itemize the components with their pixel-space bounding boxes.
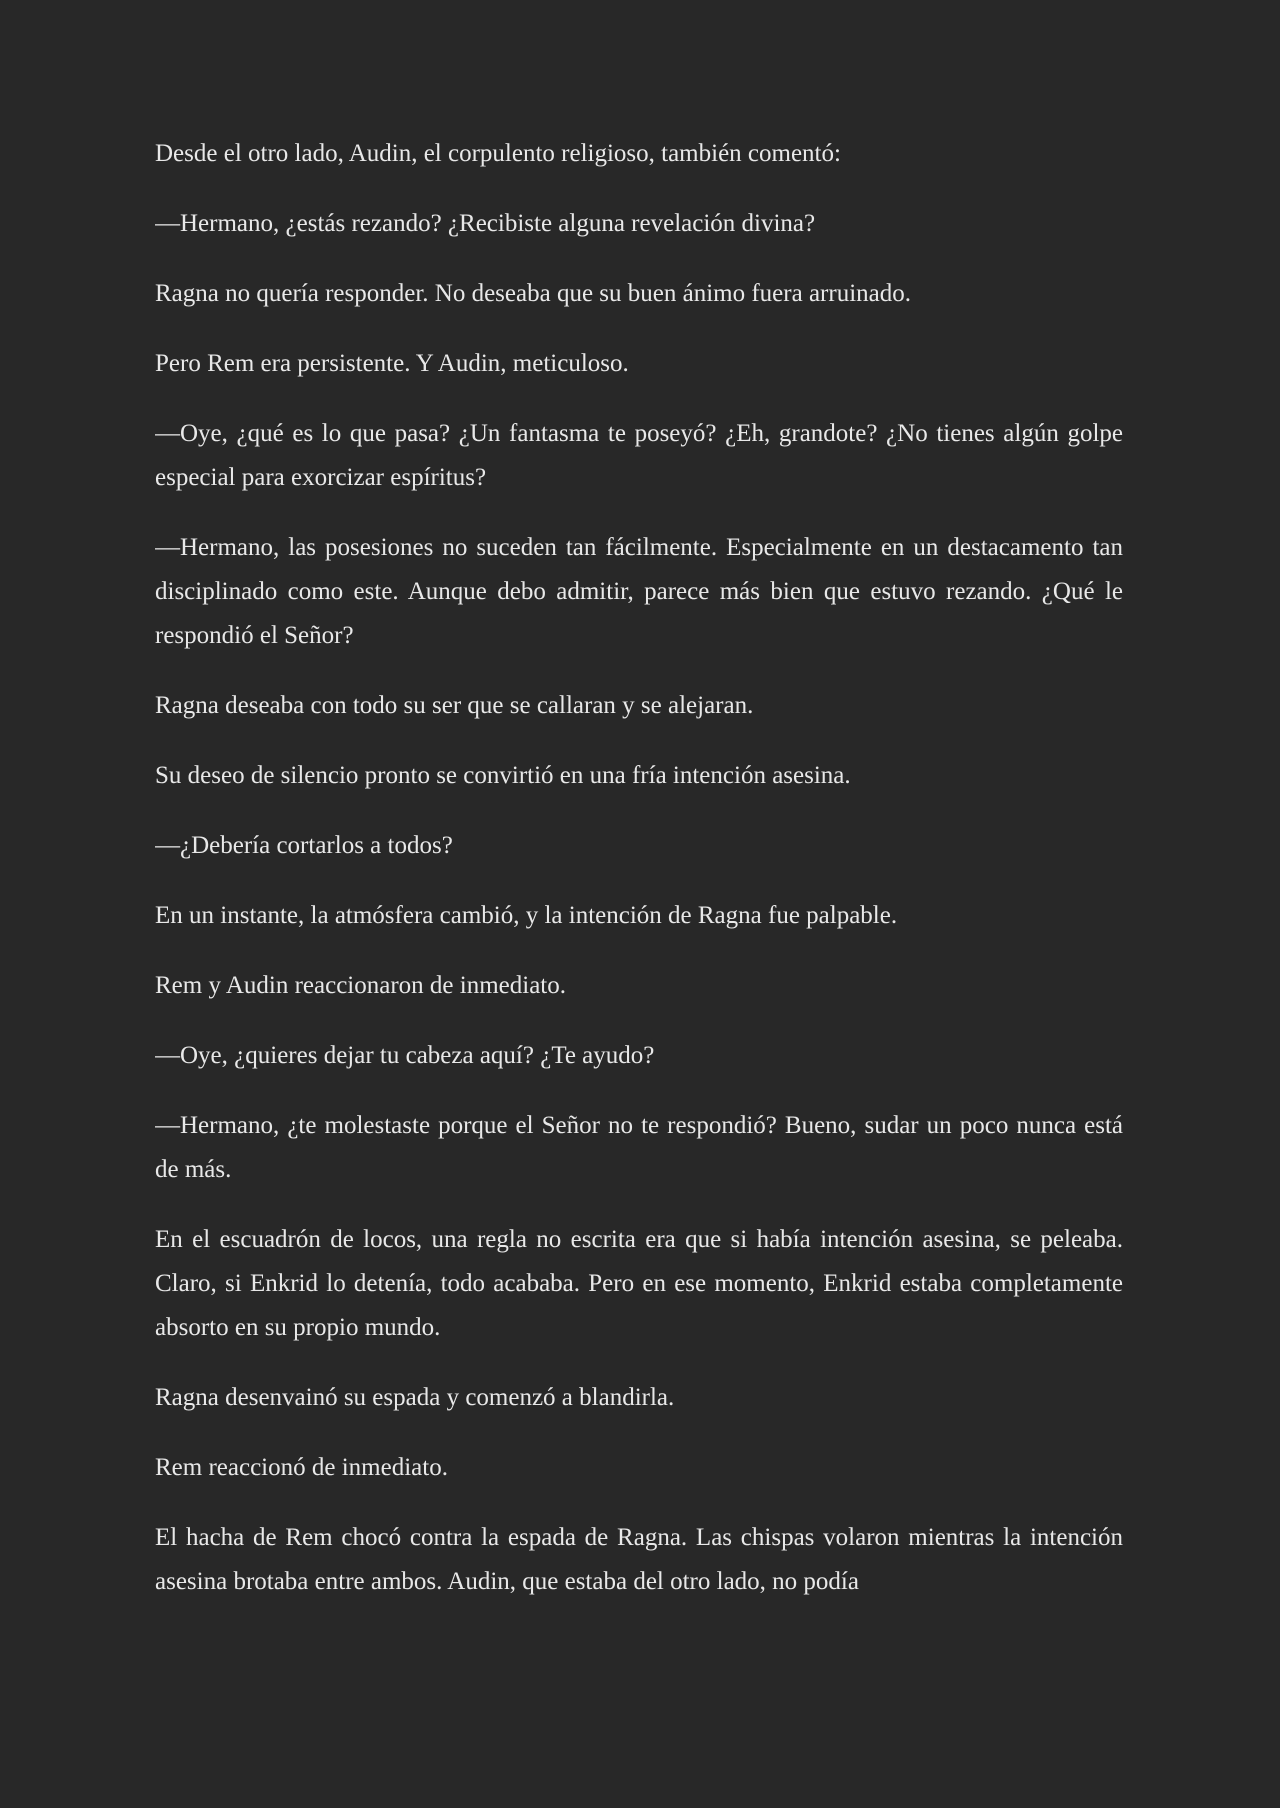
paragraph: Ragna deseaba con todo su ser que se callaran y se alejaran. [155,692,754,719]
paragraph: Ragna no quería responder. No deseaba que su buen ánimo fuera arruinado. [155,280,911,307]
paragraph: En un instante, la atmósfera cambió, y la intención de Ragna fue palpable. [155,902,898,929]
paragraph: —Hermano, ¿te molestaste porque el Señor no te respondió? Bueno, sudar un poco nunca está de más. [155,1112,1123,1183]
paragraph: —Hermano, las posesiones no suceden tan fácilmente. Especialmente en un destacamento tan disciplinado como este. Aunque debo admitir, parece más bien que estuvo rezando. ¿Qué le respondió el Señor? [155,534,1123,649]
paragraph: Rem reaccionó de inmediato. [155,1454,448,1481]
paragraph: El hacha de Rem chocó contra la espada de Ragna. Las chispas volaron mientras la intención asesina brotaba entre ambos. Audin, que estaba del otro lado, no podía [155,1524,1123,1595]
paragraph: En el escuadrón de locos, una regla no escrita era que si había intención asesina, se peleaba. Claro, si Enkrid lo detenía, todo acababa. Pero en ese momento, Enkrid estaba completamente absorto en su propio mundo. [155,1226,1123,1341]
paragraph: Desde el otro lado, Audin, el corpulento religioso, también comentó: [155,140,841,167]
paragraph: —Hermano, ¿estás rezando? ¿Recibiste alguna revelación divina? [155,210,816,237]
paragraph: Pero Rem era persistente. Y Audin, meticuloso. [155,350,629,377]
paragraph: —¿Debería cortarlos a todos? [155,832,453,859]
reader-page [155,132,1123,1632]
paragraph: Ragna desenvainó su espada y comenzó a blandirla. [155,1384,675,1411]
paragraph: Su deseo de silencio pronto se convirtió en una fría intención asesina. [155,762,851,789]
paragraph: Rem y Audin reaccionaron de inmediato. [155,972,566,999]
paragraph: —Oye, ¿quieres dejar tu cabeza aquí? ¿Te ayudo? [155,1042,655,1069]
paragraph: —Oye, ¿qué es lo que pasa? ¿Un fantasma te poseyó? ¿Eh, grandote? ¿No tienes algún golpe especial para exorcizar espíritus? [155,420,1123,491]
